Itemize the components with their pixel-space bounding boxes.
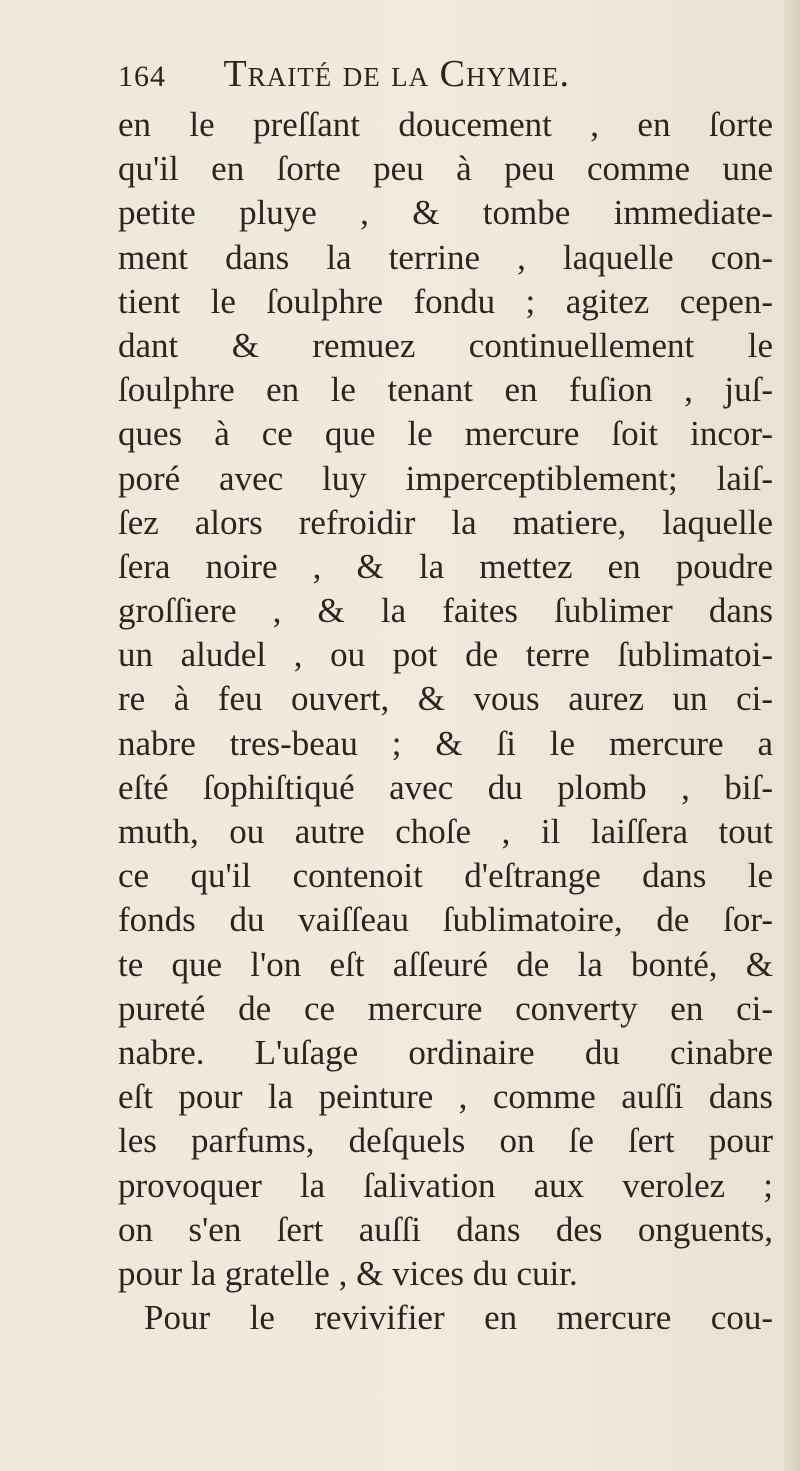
page-edge-shadow [782,0,800,1471]
text-line: un aludel , ou pot de terre ſublimatoi- [118,635,773,675]
text-line: qu'il en ſorte peu à peu comme une [118,149,773,189]
text-line: en le preſſant doucement , en ſorte [118,105,773,144]
text-line: on s'en ſert auſſi dans des onguents, [118,1209,773,1249]
text-line: eſté ſophiſtiqué avec du plomb , biſ- [118,767,773,807]
page-number: 164 [118,60,166,93]
running-head [118,52,758,102]
text-line: groſſiere , & la faites ſublimer dans [118,591,773,631]
text-line: ſera noire , & la mettez en poudre [118,546,773,586]
text-line: muth, ou autre choſe , il laiſſera tout [118,812,773,851]
body-text [118,103,773,1340]
running-title: Traité de la Chymie. [223,53,571,95]
text-line: te que l'on eſt aſſeuré de la bonté, & [118,944,773,984]
text-line: tient le ſoulphre fondu ; agitez cepen- [118,281,773,321]
text-line: ment dans la terrine , laquelle con- [118,237,773,277]
text-line: ſez alors refroidir la matiere, laquelle [118,502,773,542]
text-line: fonds du vaiſſeau ſublimatoire, de ſor- [118,900,773,940]
text-line: ques à ce que le mercure ſoit incor- [118,414,773,454]
text-line: petite pluye , & tombe immediate- [118,193,773,233]
text-line: nabre. L'uſage ordinaire du cinabre [118,1032,773,1072]
text-line: nabre tres-beau ; & ſi le mercure a [118,723,773,763]
text-line: pureté de ce mercure converty en ci- [118,988,773,1028]
text-line: ſoulphre en le tenant en fuſion , juſ- [118,370,773,410]
text-line: ce qu'il contenoit d'eſtrange dans le [118,856,773,896]
text-line: pour la gratelle , & vices du cuir. [118,1253,578,1293]
text-line: provoquer la ſalivation aux verolez ; [118,1165,773,1205]
text-line: Pour le revivifier en mercure cou- [144,1298,773,1338]
text-line: poré avec luy imperceptiblement; laiſ- [118,458,773,498]
text-line: re à feu ouvert, & vous aurez un ci- [118,679,773,719]
text-line: dant & remuez continuellement le [118,325,773,365]
text-line: eſt pour la peinture , comme auſſi dans [118,1077,773,1117]
text-line: les parfums, deſquels on ſe ſert pour [118,1121,773,1161]
